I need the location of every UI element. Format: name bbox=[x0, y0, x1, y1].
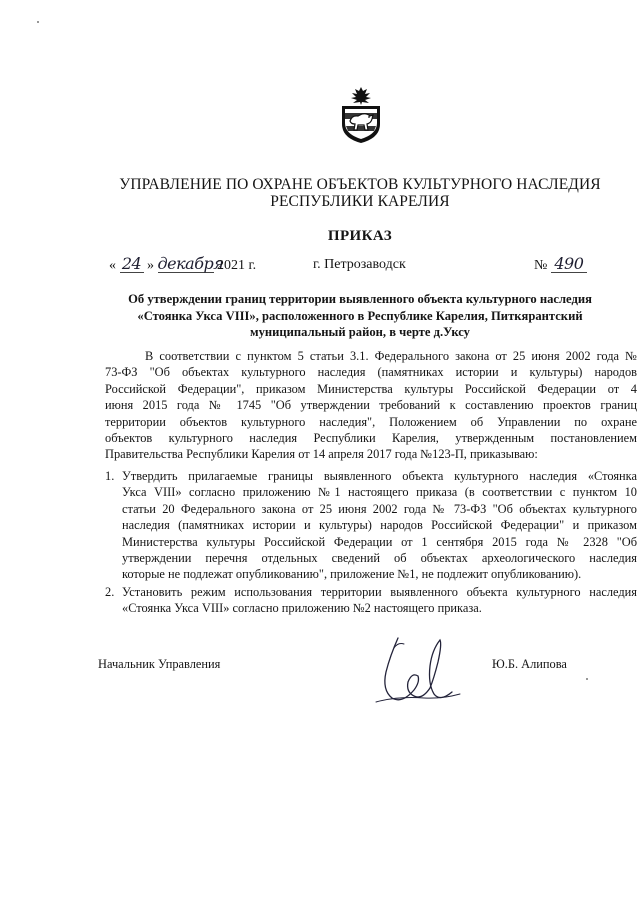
document-title: ПРИКАЗ bbox=[327, 228, 393, 244]
order-item-2 bbox=[122, 584, 637, 617]
order-item-1 bbox=[122, 468, 637, 583]
signatory-name: Ю.Б. Алипова bbox=[492, 657, 567, 671]
number-sign: № bbox=[534, 258, 548, 273]
paragraph-line: Российской Федерации", приказом Министерства культуры Российской Федерации от 4 bbox=[105, 381, 637, 396]
paragraph-line: июня 2015 года № 1745 "Об утверждении требований к составлению проектов границ bbox=[105, 398, 637, 413]
organization-name-line1: УПРАВЛЕНИЕ ПО ОХРАНЕ ОБЪЕКТОВ КУЛЬТУРНОГО НАСЛЕДИЯ bbox=[119, 176, 601, 193]
order-subject bbox=[120, 291, 600, 341]
order-number bbox=[534, 256, 587, 275]
paragraph-line: В соответствии с пунктом 5 статьи 3.1. Федерального закона от 25 июня 2002 года № bbox=[145, 349, 637, 363]
signatory-position: Начальник Управления bbox=[98, 657, 221, 671]
date-year: 2021 г. bbox=[217, 258, 257, 273]
quote-close: » bbox=[147, 258, 154, 273]
item-number: 1. bbox=[105, 469, 115, 483]
item-line: утверждении перечня отдельных сведений об объектах археологического наследия bbox=[122, 551, 637, 566]
order-city: г. Петрозаводск bbox=[313, 257, 406, 272]
scan-speck bbox=[586, 678, 588, 680]
item-line: статьи 20 Федерального закона от 25 июня 2002 года № 73-ФЗ "Об объектах культурного bbox=[122, 501, 637, 516]
date-day-handwritten: 24 bbox=[120, 256, 144, 273]
subject-line: муниципальный район, в черте д.Уксу bbox=[250, 325, 470, 339]
item-number: 2. bbox=[105, 585, 115, 599]
paragraph-line: 73-ФЗ "Об объектах культурного наследия (памятниках истории и культуры) народов bbox=[105, 365, 637, 380]
organization-name-line2: РЕСПУБЛИКИ КАРЕЛИЯ bbox=[270, 193, 450, 210]
item-line: которые не подлежат опубликованию", приложение №1, не подлежит опубликованию). bbox=[122, 567, 582, 582]
order-date bbox=[109, 256, 256, 275]
date-month-handwritten: декабря bbox=[157, 254, 224, 273]
item-line: наследия (памятниках истории и культуры) народов Российской Федерации" и приказом bbox=[122, 518, 637, 533]
item-line: Министерства культуры Российской Федерации от 1 сентября 2015 года № 2328 "Об bbox=[122, 534, 637, 549]
item-line: Установить режим использования территории выявленного объекта культурного наследия bbox=[122, 585, 637, 599]
preamble-paragraph bbox=[105, 348, 637, 463]
subject-line: Об утверждении границ территории выявленного объекта культурного наследия bbox=[128, 292, 592, 306]
paragraph-line: территории объектов культурного наследия", Положением об Управлении по охране bbox=[105, 414, 637, 429]
item-line: Укса VIII» согласно приложению №1 настоящего приказа (в соответствии с пунктом 10 bbox=[122, 485, 637, 500]
scan-speck bbox=[37, 21, 39, 23]
paragraph-line: Правительства Республики Карелия от 14 апреля 2017 года №123-П, приказываю: bbox=[105, 447, 538, 462]
handwritten-signature-icon bbox=[368, 632, 468, 710]
subject-line: «Стоянка Укса VIII», расположенного в Республике Карелия, Питкярантский bbox=[137, 308, 583, 323]
karelia-emblem-icon bbox=[338, 86, 384, 144]
order-number-handwritten: 490 bbox=[551, 256, 587, 273]
item-line: «Стоянка Укса VIII» согласно приложению №2 настоящего приказа. bbox=[122, 601, 482, 616]
paragraph-line: объектов культурного наследия Республики Карелия, утвержденным постановлением bbox=[105, 431, 637, 446]
quote-open: « bbox=[109, 258, 116, 273]
item-line: Утвердить прилагаемые границы выявленного объекта культурного наследия «Стоянка bbox=[122, 469, 637, 483]
